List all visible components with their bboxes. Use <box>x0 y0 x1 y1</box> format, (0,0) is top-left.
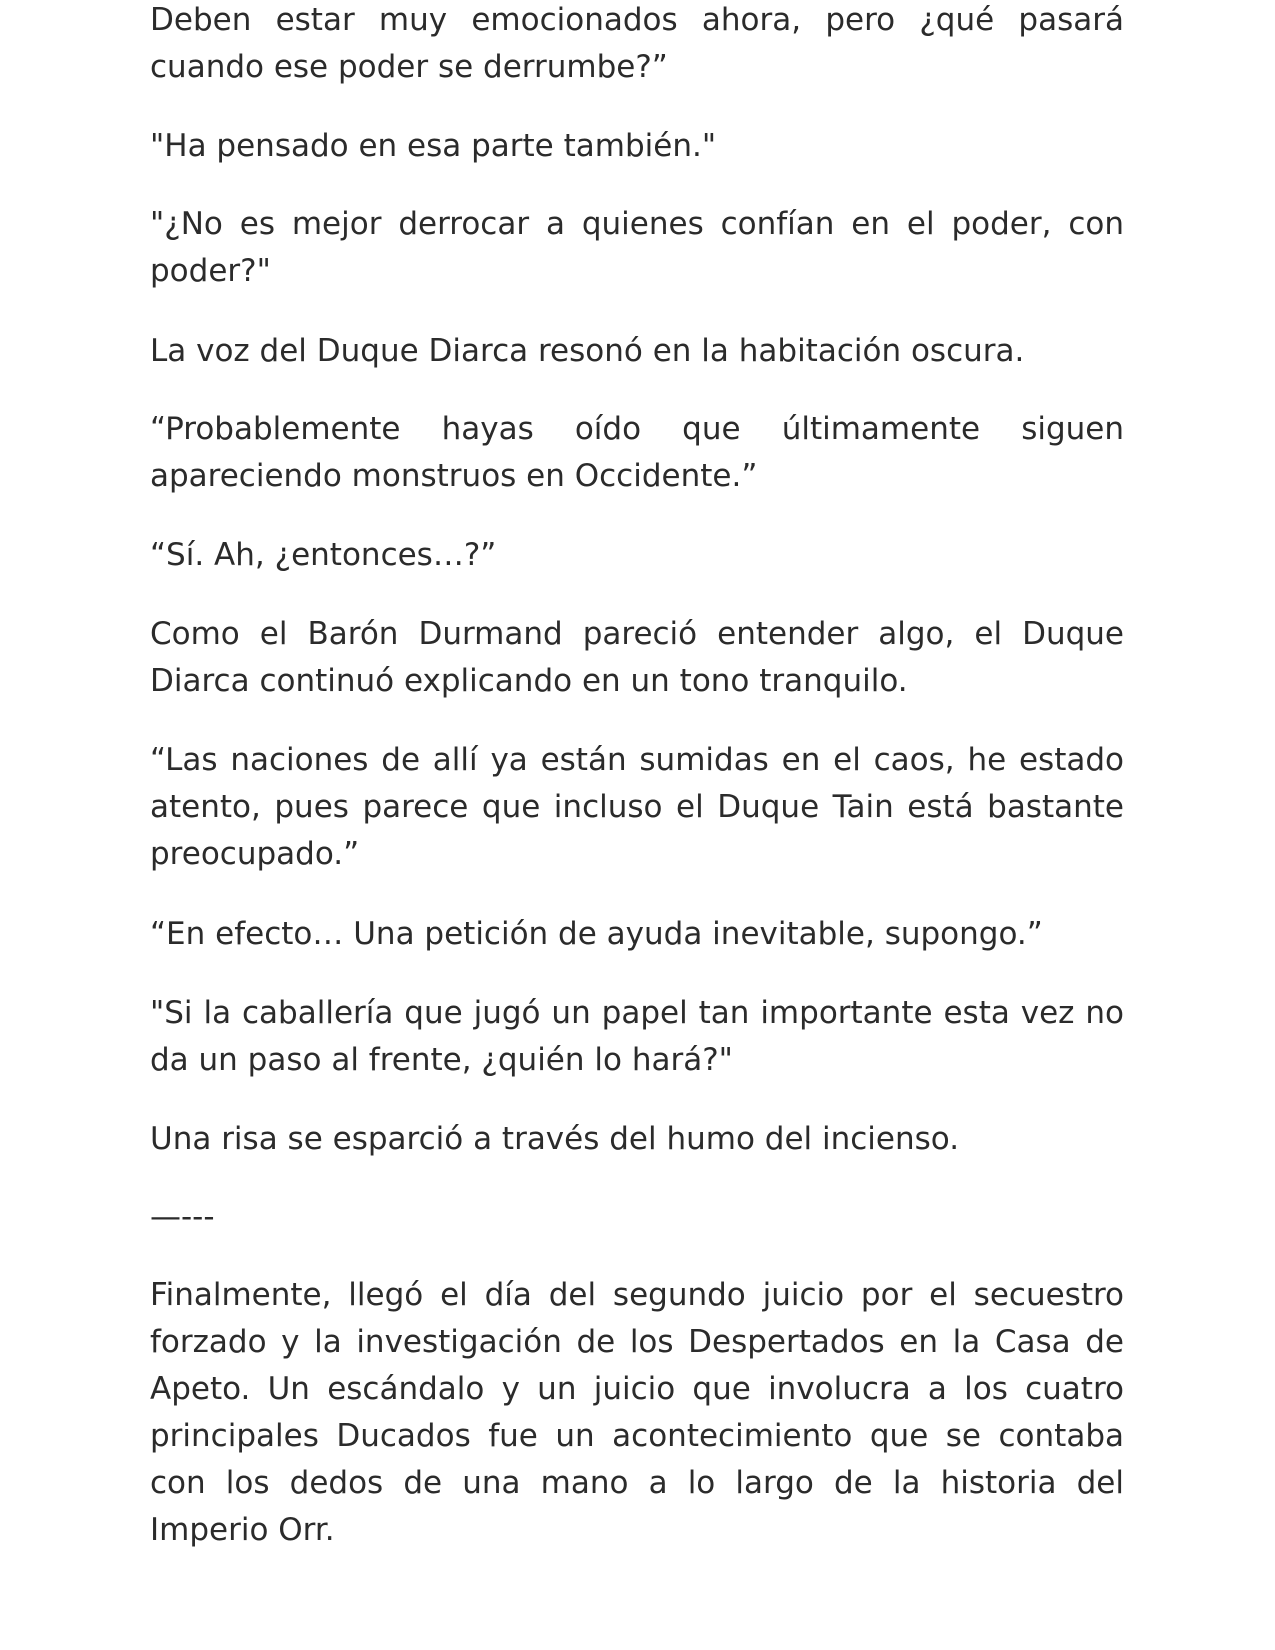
paragraph-1: Deben estar muy emocionados ahora, pero ¿qué pasará cuando ese poder se derrumbe?” <box>150 2 1124 85</box>
paragraph-4: La voz del Duque Diarca resonó en la habitación oscura. <box>150 333 1025 369</box>
paragraph-6: “Sí. Ah, ¿entonces…?” <box>150 537 497 573</box>
paragraph-3: "¿No es mejor derrocar a quienes confían en el poder, con poder?" <box>150 206 1124 289</box>
scene-break: —--- <box>150 1199 215 1235</box>
paragraph-7: Como el Barón Durmand pareció entender algo, el Duque Diarca continuó explicando en un tono tranquilo. <box>150 616 1124 699</box>
paragraph-12: Finalmente, llegó el día del segundo juicio por el secuestro forzado y la investigación de los Despertados en la Casa de Apeto. Un escándalo y un juicio que involucra a los cuatro principales Ducados fue un acontecimiento que se contaba con los dedos de una mano a lo largo de la historia del Imperio Orr. <box>150 1277 1124 1548</box>
paragraph-5: “Probablemente hayas oído que últimamente siguen apareciendo monstruos en Occidente.” <box>150 411 1124 494</box>
paragraph-9: “En efecto… Una petición de ayuda inevitable, supongo.” <box>150 916 1043 952</box>
paragraph-10: "Si la caballería que jugó un papel tan importante esta vez no da un paso al frente, ¿quién lo hará?" <box>150 995 1124 1078</box>
paragraph-8: “Las naciones de allí ya están sumidas en el caos, he estado atento, pues parece que incluso el Duque Tain está bastante preocupado.” <box>150 742 1124 872</box>
paragraph-11: Una risa se esparció a través del humo del incienso. <box>150 1121 960 1157</box>
paragraph-2: "Ha pensado en esa parte también." <box>150 128 717 164</box>
